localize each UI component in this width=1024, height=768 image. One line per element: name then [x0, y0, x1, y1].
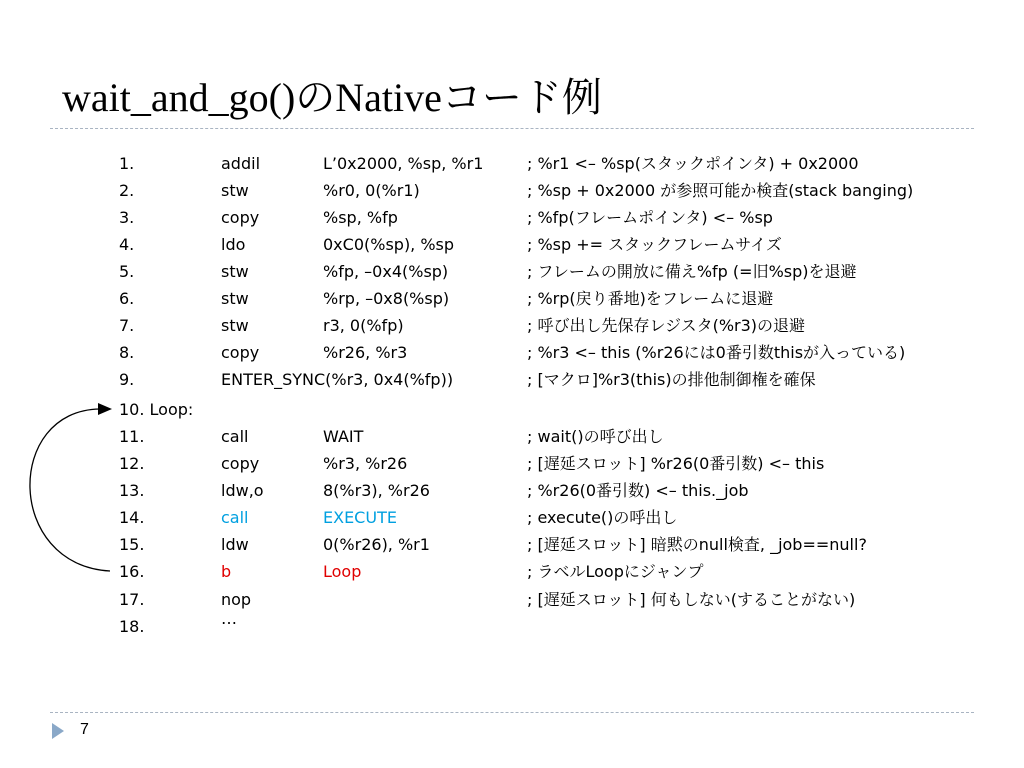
slide-title: wait_and_go()のNativeコード例 — [62, 75, 602, 120]
instruction: copy — [221, 454, 260, 473]
operands: Loop — [323, 562, 362, 581]
instruction: nop — [221, 590, 252, 609]
comment: ; フレームの開放に備え%fp (=旧%sp)を退避 — [527, 262, 857, 281]
operands: %r26, %r3 — [323, 343, 408, 362]
line-number: 18. — [119, 617, 145, 636]
instruction: stw — [221, 181, 249, 200]
comment: ; %r26(0番引数) <– this._job — [527, 481, 749, 500]
operands: 8(%r3), %r26 — [323, 481, 430, 500]
comment: ; %r1 <– %sp(スタックポインタ) + 0x2000 — [527, 154, 859, 173]
instruction: copy — [221, 208, 260, 227]
operands: L’0x2000, %sp, %r1 — [323, 154, 484, 173]
instruction: b — [221, 562, 232, 581]
comment: ; [マクロ]%r3(this)の排他制御権を確保 — [527, 370, 816, 389]
instruction: ldw — [221, 535, 249, 554]
operands: WAIT — [323, 427, 364, 446]
footer-divider — [50, 712, 974, 713]
line-number: 5. — [119, 262, 135, 281]
instruction: ldo — [221, 235, 246, 254]
operands: %fp, –0x4(%sp) — [323, 262, 449, 281]
line-number: 17. — [119, 590, 145, 609]
comment: ; 呼び出し先保存レジスタ(%r3)の退避 — [527, 316, 806, 335]
line-number: 13. — [119, 481, 145, 500]
operands: 0(%r26), %r1 — [323, 535, 430, 554]
operands: %r3, %r26 — [323, 454, 408, 473]
instruction: copy — [221, 343, 260, 362]
line-number: 14. — [119, 508, 145, 527]
operands: %rp, –0x8(%sp) — [323, 289, 450, 308]
line-number: 1. — [119, 154, 135, 173]
operands: r3, 0(%fp) — [323, 316, 404, 335]
instruction: stw — [221, 262, 249, 281]
comment: ; [遅延スロット] %r26(0番引数) <– this — [527, 454, 825, 473]
instruction: … — [221, 609, 237, 628]
comment: ; [遅延スロット] 暗黙のnull検査, _job==null? — [527, 535, 867, 554]
instruction: ENTER_SYNC(%r3, 0x4(%fp)) — [221, 370, 454, 389]
comment: ; %rp(戻り番地)をフレームに退避 — [527, 289, 774, 308]
play-triangle-icon — [52, 723, 64, 739]
line-number: 15. — [119, 535, 145, 554]
line-number: 12. — [119, 454, 145, 473]
line-number: 6. — [119, 289, 135, 308]
operands: %sp, %fp — [323, 208, 398, 227]
line-number: 8. — [119, 343, 135, 362]
line-number: 10. Loop: — [119, 400, 194, 419]
line-number: 9. — [119, 370, 135, 389]
instruction: call — [221, 427, 249, 446]
page-number: 7 — [80, 721, 89, 738]
instruction: call — [221, 508, 249, 527]
operands: EXECUTE — [323, 508, 397, 527]
instruction: ldw,o — [221, 481, 264, 500]
comment: ; %sp + 0x2000 が参照可能か検査(stack banging) — [527, 181, 914, 200]
line-number: 3. — [119, 208, 135, 227]
comment: ; [遅延スロット] 何もしない(することがない) — [527, 590, 856, 609]
line-number: 4. — [119, 235, 135, 254]
line-number: 16. — [119, 562, 145, 581]
line-number: 11. — [119, 427, 145, 446]
instruction: addil — [221, 154, 261, 173]
line-number: 2. — [119, 181, 135, 200]
comment: ; ラベルLoopにジャンプ — [527, 562, 704, 581]
line-number: 7. — [119, 316, 135, 335]
comment: ; wait()の呼び出し — [527, 427, 664, 446]
instruction: stw — [221, 289, 249, 308]
operands: 0xC0(%sp), %sp — [323, 235, 455, 254]
comment: ; %sp += スタックフレームサイズ — [527, 235, 782, 254]
operands: %r0, 0(%r1) — [323, 181, 420, 200]
comment: ; %r3 <– this (%r26には0番引数thisが入っている) — [527, 343, 906, 362]
comment: ; %fp(フレームポインタ) <– %sp — [527, 208, 773, 227]
comment: ; execute()の呼出し — [527, 508, 678, 527]
instruction: stw — [221, 316, 249, 335]
